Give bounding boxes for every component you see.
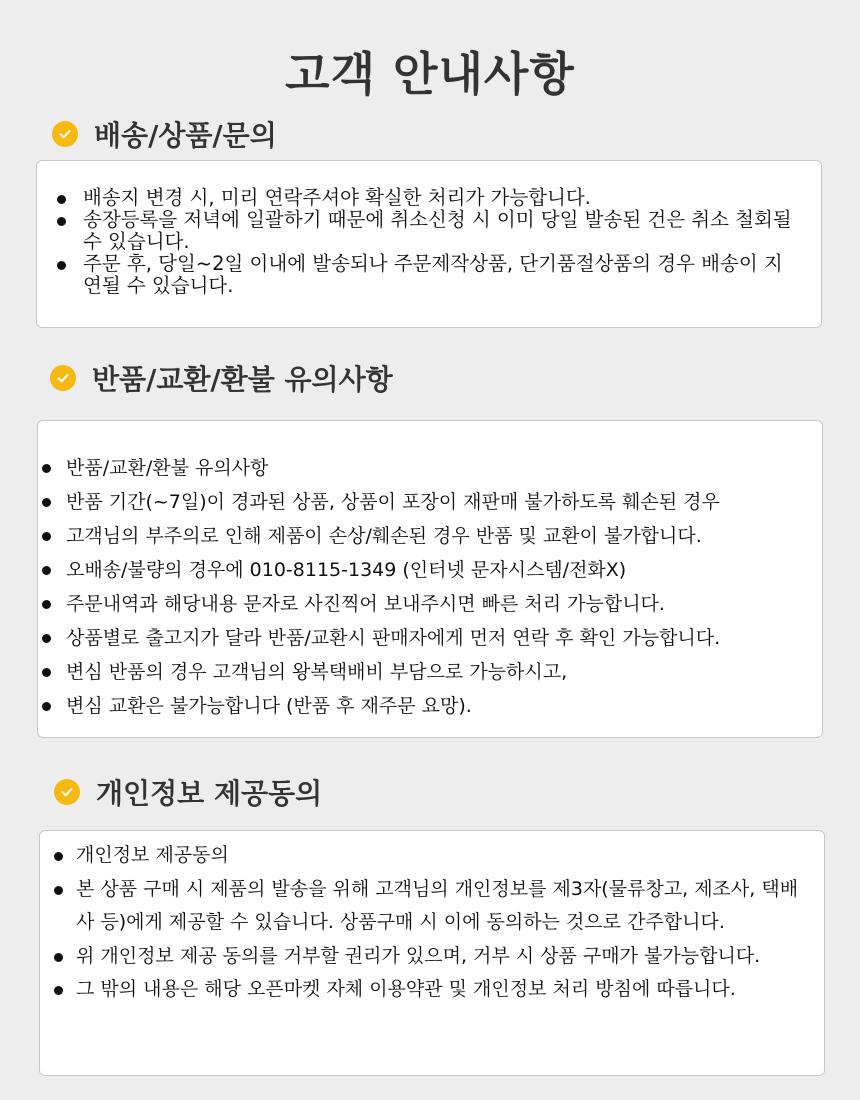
- section-heading-privacy: [54, 772, 322, 812]
- returns-info-card: [37, 420, 823, 738]
- shipping-info-list: [83, 187, 801, 297]
- list-item: 주문내역과 해당내용 문자로 사진찍어 보내주시면 빠른 처리 가능합니다.: [66, 587, 814, 621]
- shipping-info-card: [36, 160, 822, 328]
- list-item: 개인정보 제공동의: [76, 839, 814, 873]
- list-item: 주문 후, 당일~2일 이내에 발송되나 주문제작상품, 단기품절상품의 경우 배송이 지연될 수 있습니다.: [83, 253, 801, 297]
- check-circle-icon: [54, 779, 80, 805]
- list-item: 고객님의 부주의로 인해 제품이 손상/훼손된 경우 반품 및 교환이 불가합니다.: [66, 519, 814, 553]
- section-heading-returns: [50, 358, 393, 398]
- list-item: 변심 반품의 경우 고객님의 왕복택배비 부담으로 가능하시고,: [66, 655, 814, 689]
- page-title: 고객 안내사항: [285, 47, 575, 101]
- list-item: 오배송/불량의 경우에 010-8115-1349 (인터넷 문자시스템/전화X): [66, 553, 814, 587]
- returns-info-list: [66, 451, 814, 723]
- list-item: 변심 교환은 불가능합니다 (반품 후 재주문 요망).: [66, 689, 814, 723]
- list-item: 배송지 변경 시, 미리 연락주셔야 확실한 처리가 가능합니다.: [83, 187, 801, 209]
- list-item: 송장등록을 저녁에 일괄하기 때문에 취소신청 시 이미 당일 발송된 건은 취소 철회될 수 있습니다.: [83, 209, 801, 253]
- section-heading-label: 개인정보 제공동의: [96, 777, 323, 810]
- check-circle-icon: [50, 365, 76, 391]
- list-item: 반품/교환/환불 유의사항: [66, 451, 814, 485]
- section-heading-label: 배송/상품/문의: [94, 119, 277, 152]
- privacy-info-card: [39, 830, 825, 1076]
- privacy-info-list: [76, 839, 814, 1007]
- check-circle-icon: [52, 121, 78, 147]
- section-heading-label: 반품/교환/환불 유의사항: [92, 363, 393, 396]
- list-item: 반품 기간(~7일)이 경과된 상품, 상품이 포장이 재판매 불가하도록 훼손된 경우: [66, 485, 814, 519]
- list-item: 위 개인정보 제공 동의를 거부할 권리가 있으며, 거부 시 상품 구매가 불가능합니다.: [76, 940, 814, 974]
- list-item: 그 밖의 내용은 해당 오픈마켓 자체 이용약관 및 개인정보 처리 방침에 따릅니다.: [76, 973, 814, 1007]
- list-item: 본 상품 구매 시 제품의 발송을 위해 고객님의 개인정보를 제3자(물류창고, 제조사, 택배사 등)에게 제공할 수 있습니다. 상품구매 시 이에 동의하는 것으로 간주합니다.: [76, 873, 814, 940]
- section-heading-shipping: [52, 114, 277, 154]
- list-item: 상품별로 출고지가 달라 반품/교환시 판매자에게 먼저 연락 후 확인 가능합니다.: [66, 621, 814, 655]
